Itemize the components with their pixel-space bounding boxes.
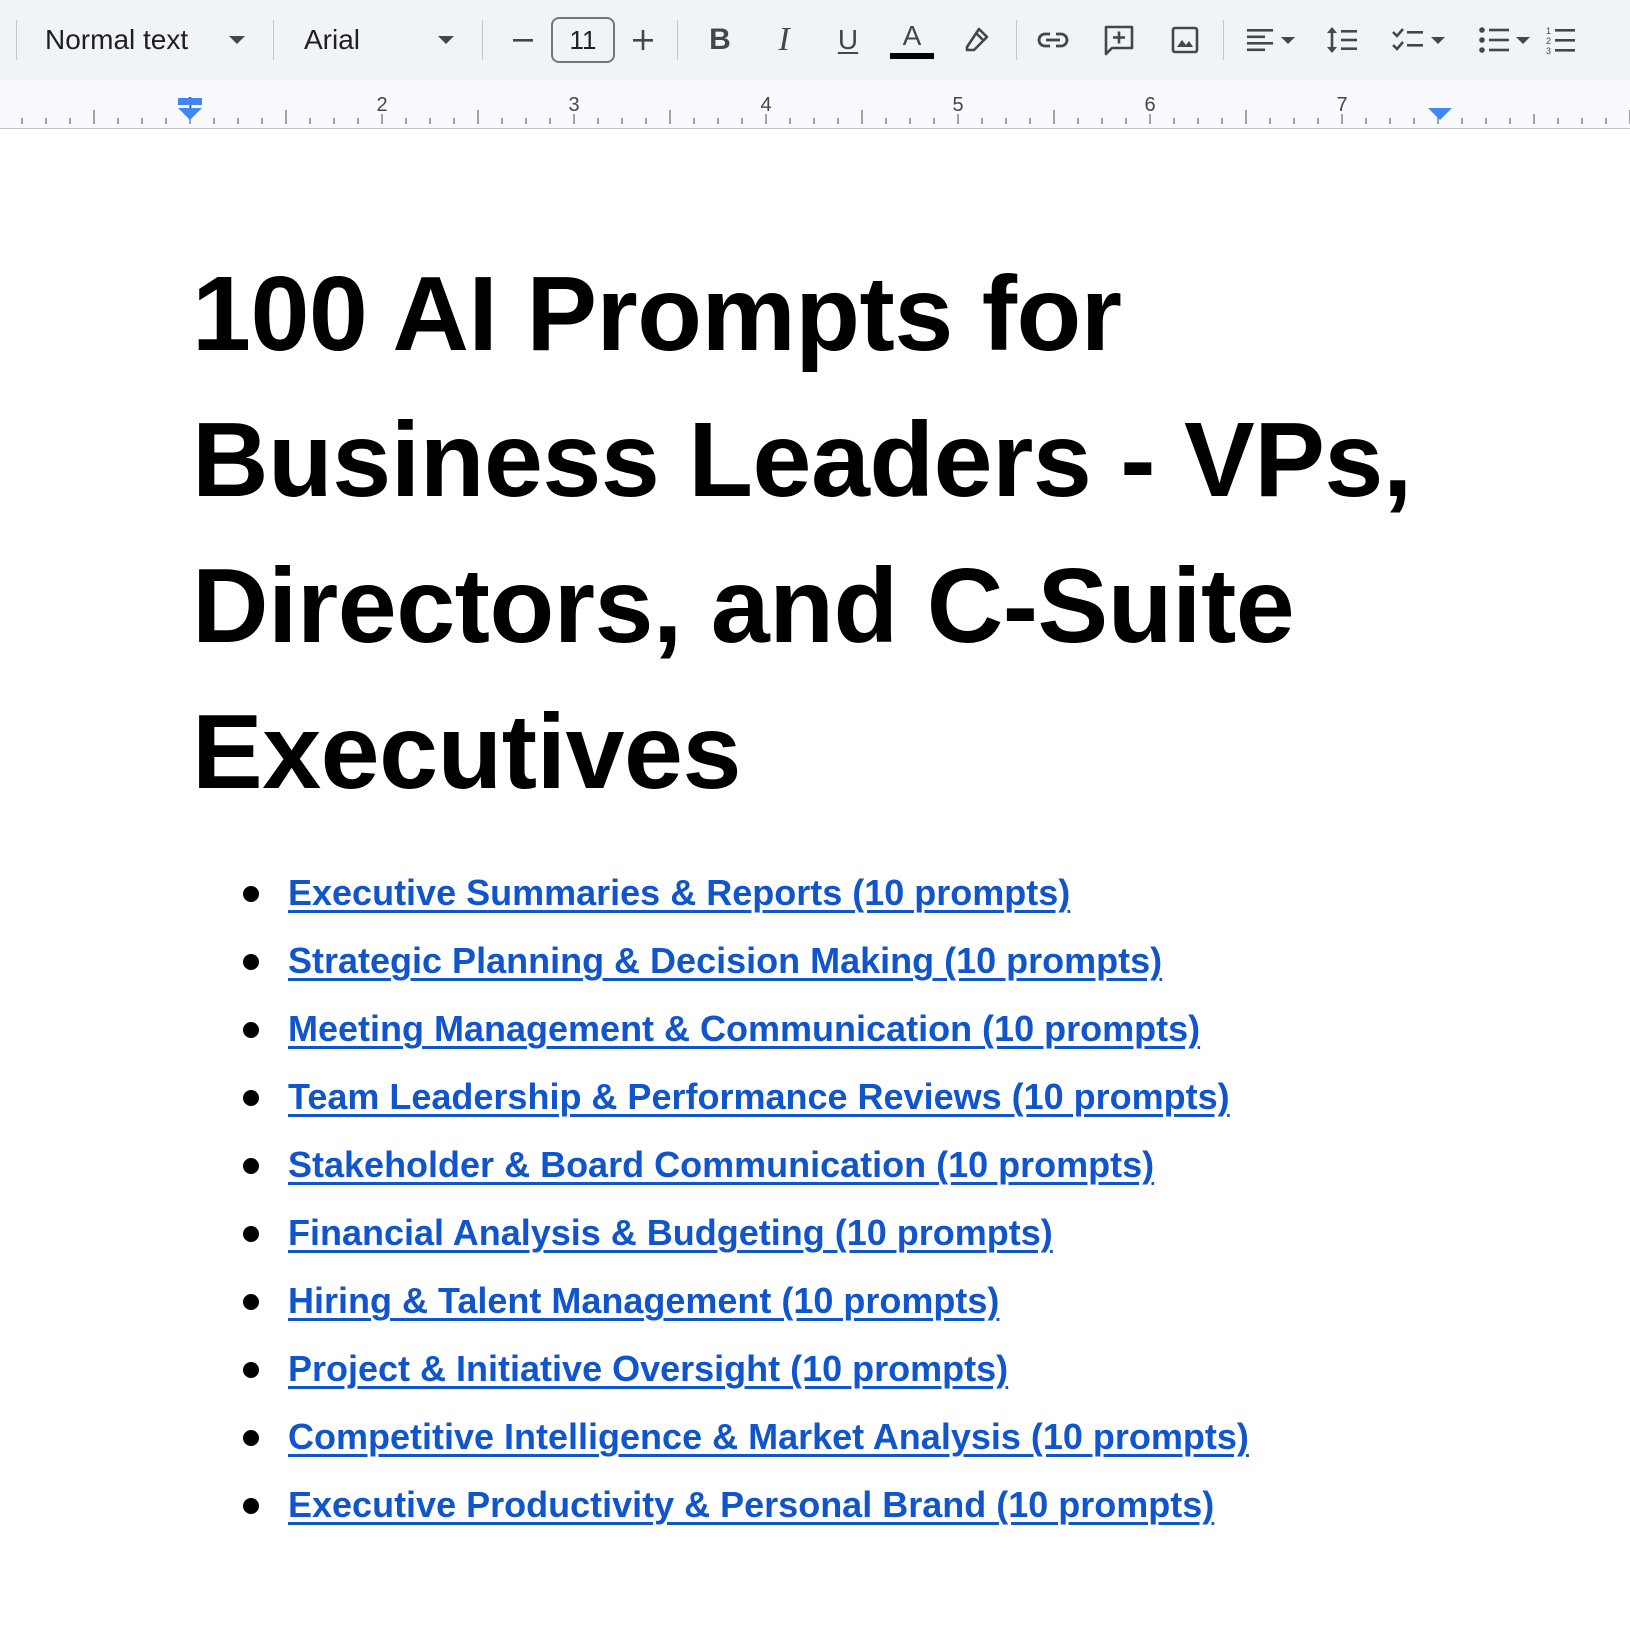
toc-link[interactable]: Executive Summaries & Reports (10 prompts) xyxy=(288,872,1071,913)
numbered-list-button[interactable] xyxy=(1546,12,1586,68)
right-indent-marker-icon[interactable] xyxy=(1426,106,1454,122)
toc-list-item xyxy=(0,1063,1249,1131)
svg-text:2: 2 xyxy=(1546,36,1552,46)
bullet-icon xyxy=(243,1362,259,1378)
toc-list-item xyxy=(0,1471,1249,1539)
font-family-dropdown[interactable] xyxy=(304,16,454,64)
numbered-list-icon xyxy=(1546,25,1576,55)
highlight-color-button[interactable] xyxy=(948,12,1004,68)
insert-image-button[interactable] xyxy=(1157,12,1213,68)
bullet-icon xyxy=(243,1226,259,1242)
chevron-down-icon xyxy=(1516,37,1530,44)
ruler-number: 6 xyxy=(1144,94,1156,116)
svg-text:1: 1 xyxy=(1546,26,1552,36)
ruler-ticks xyxy=(0,80,1630,128)
chevron-down-icon xyxy=(1431,37,1445,44)
toc-list-item xyxy=(0,1335,1249,1403)
font-family-label: Arial xyxy=(304,24,361,55)
bullet-icon xyxy=(243,1090,259,1106)
ruler-number: 4 xyxy=(760,94,772,116)
toc-list-item xyxy=(0,859,1249,927)
italic-button[interactable] xyxy=(756,12,812,68)
toc-link[interactable]: Executive Productivity & Personal Brand (10 prompts) xyxy=(288,1484,1215,1525)
bulleted-list-icon xyxy=(1478,26,1510,54)
bulleted-list-dropdown[interactable] xyxy=(1466,12,1542,68)
document-page[interactable] xyxy=(0,129,1630,1650)
ruler-number: 2 xyxy=(376,94,388,116)
document-title[interactable]: 100 AI Prompts for Business Leaders - VPs, Directors, and C-Suite Executives xyxy=(192,255,1412,811)
toc-list-item xyxy=(0,1403,1249,1471)
bullet-icon xyxy=(243,1498,259,1514)
line-spacing-icon xyxy=(1325,25,1359,55)
toolbar-divider xyxy=(1223,20,1224,60)
bullet-icon xyxy=(243,886,259,902)
add-comment-icon xyxy=(1103,24,1135,56)
formatting-toolbar xyxy=(0,0,1630,80)
toc-link[interactable]: Competitive Intelligence & Market Analysis (10 prompts) xyxy=(288,1416,1249,1457)
chevron-down-icon xyxy=(1281,37,1295,44)
ruler-number: 7 xyxy=(1336,94,1348,116)
ruler-number: 5 xyxy=(952,94,964,116)
plus-icon xyxy=(630,27,656,53)
toc-list-item xyxy=(0,927,1249,995)
toc-link[interactable]: Financial Analysis & Budgeting (10 prompts) xyxy=(288,1212,1053,1253)
underline-button[interactable] xyxy=(820,12,876,68)
bullet-icon xyxy=(243,1022,259,1038)
text-color-swatch xyxy=(890,53,934,59)
increase-font-size-button[interactable] xyxy=(615,12,671,68)
minus-icon xyxy=(510,27,536,53)
bullet-icon xyxy=(243,1294,259,1310)
toolbar-divider xyxy=(482,20,483,60)
italic-icon: I xyxy=(778,21,790,58)
toc-list-item xyxy=(0,1267,1249,1335)
chevron-down-icon xyxy=(438,36,454,44)
toc-list-item xyxy=(0,1199,1249,1267)
bold-icon: B xyxy=(709,23,731,56)
bullet-icon xyxy=(243,1430,259,1446)
left-indent-marker-icon[interactable] xyxy=(176,98,204,122)
svg-text:3: 3 xyxy=(1546,46,1552,55)
toc-list-item xyxy=(0,1131,1249,1199)
toc-link[interactable]: Meeting Management & Communication (10 prompts) xyxy=(288,1008,1201,1049)
toc-link[interactable]: Team Leadership & Performance Reviews (10 prompts) xyxy=(288,1076,1230,1117)
toolbar-divider xyxy=(1016,20,1017,60)
add-comment-button[interactable] xyxy=(1091,12,1147,68)
toc-link[interactable]: Strategic Planning & Decision Making (10 prompts) xyxy=(288,940,1163,981)
toc-link[interactable]: Stakeholder & Board Communication (10 prompts) xyxy=(288,1144,1155,1185)
bold-button[interactable] xyxy=(692,12,748,68)
font-size-input[interactable]: 11 xyxy=(551,17,615,63)
text-color-icon: A xyxy=(902,19,922,51)
toolbar-divider xyxy=(677,20,678,60)
checklist-icon xyxy=(1391,26,1425,54)
toc-list-item xyxy=(0,995,1249,1063)
decrease-font-size-button[interactable] xyxy=(495,12,551,68)
line-spacing-button[interactable] xyxy=(1314,12,1370,68)
toc-link[interactable]: Hiring & Talent Management (10 prompts) xyxy=(288,1280,1000,1321)
align-dropdown[interactable] xyxy=(1232,12,1308,68)
link-icon xyxy=(1036,30,1070,50)
horizontal-ruler[interactable] xyxy=(0,80,1630,129)
chevron-down-icon xyxy=(229,36,245,44)
bullet-icon xyxy=(243,954,259,970)
highlight-icon xyxy=(961,25,991,55)
table-of-contents xyxy=(0,859,1249,1539)
paragraph-style-label: Normal text xyxy=(45,24,189,55)
checklist-dropdown[interactable] xyxy=(1380,12,1456,68)
underline-icon: U xyxy=(837,24,859,55)
text-color-button[interactable] xyxy=(884,12,940,68)
ruler-number: 3 xyxy=(568,94,580,116)
paragraph-style-dropdown[interactable] xyxy=(45,16,245,64)
bullet-icon xyxy=(243,1158,259,1174)
insert-link-button[interactable] xyxy=(1025,12,1081,68)
insert-image-icon xyxy=(1170,25,1200,55)
toolbar-divider xyxy=(273,20,274,60)
toolbar-divider xyxy=(16,20,17,60)
align-left-icon xyxy=(1245,26,1275,54)
toc-link[interactable]: Project & Initiative Oversight (10 prompts) xyxy=(288,1348,1009,1389)
